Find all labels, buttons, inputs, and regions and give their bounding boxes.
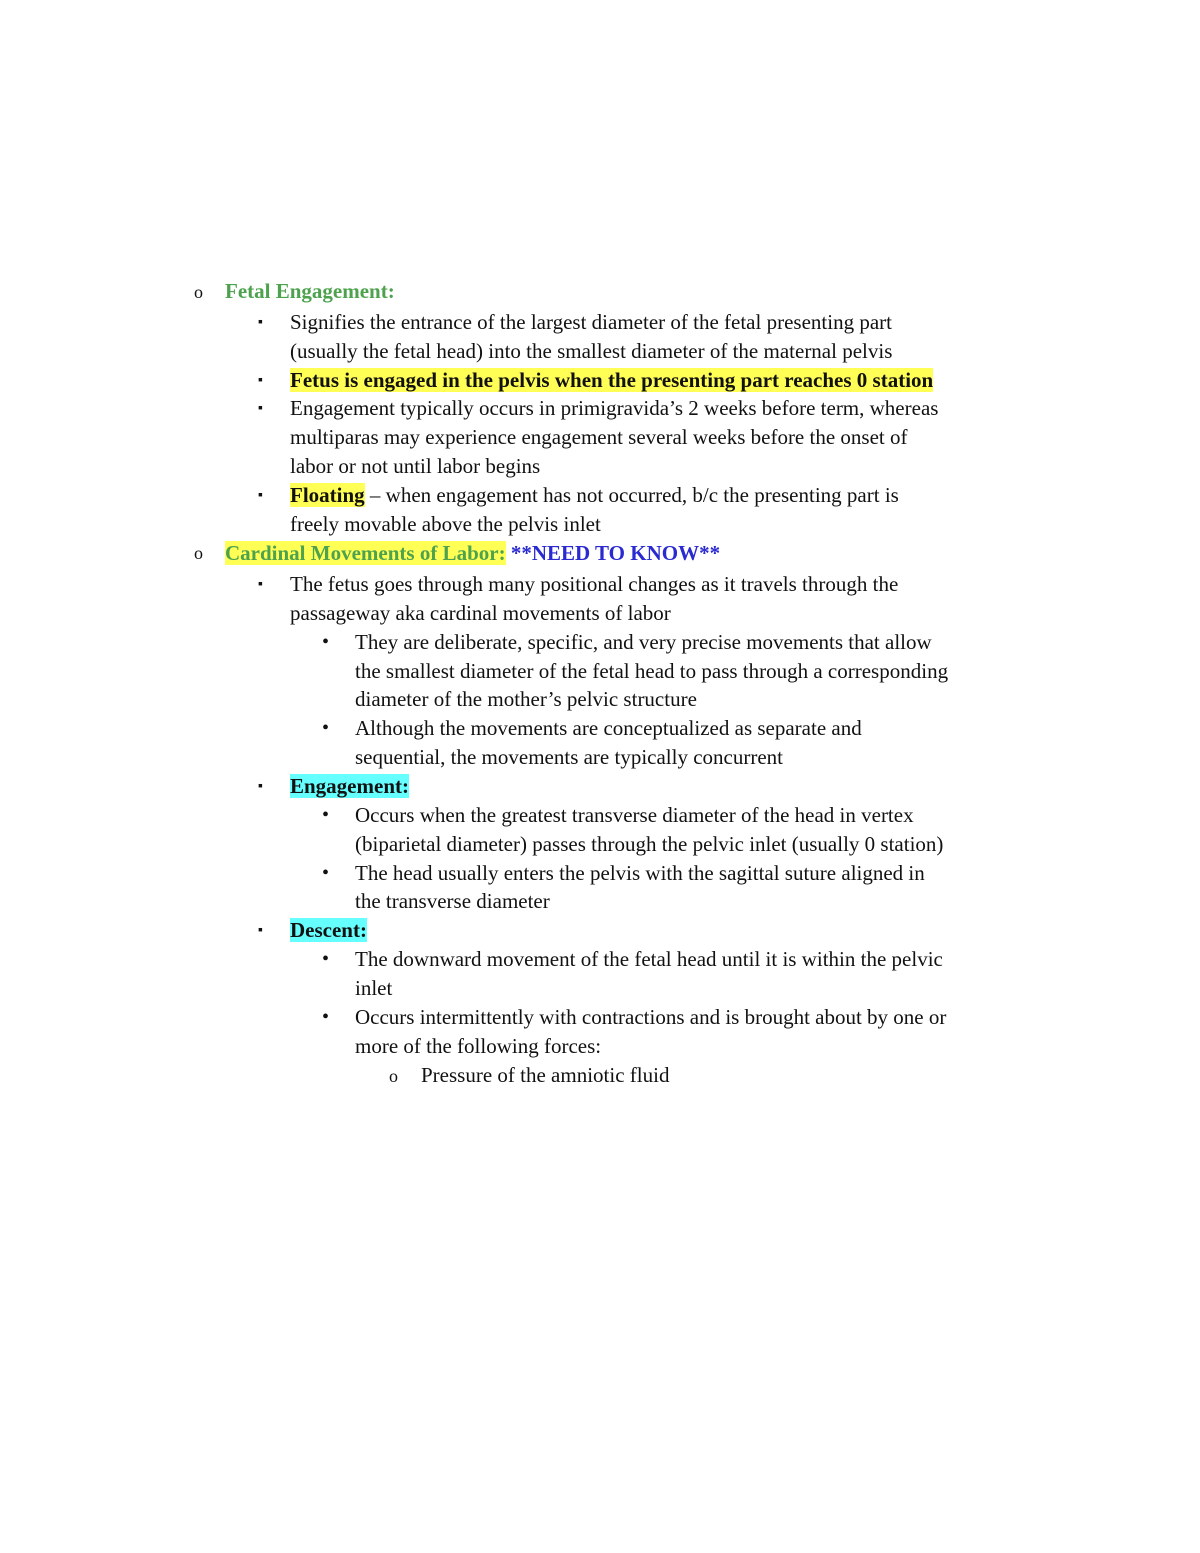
fe-item3-line3: labor or not until labor begins xyxy=(290,454,541,478)
fetal-engagement-heading: Fetal Engagement: xyxy=(225,279,395,303)
fe-item4-line1 xyxy=(290,481,899,510)
eng2-line2: the transverse diameter xyxy=(355,889,550,913)
cm-intro-line2: passageway aka cardinal movements of labor xyxy=(290,601,671,625)
square-bullet-icon: ▪ xyxy=(258,373,263,388)
square-bullet-icon: ▪ xyxy=(258,401,263,416)
eng1-line1: Occurs when the greatest transverse diameter of the head in vertex xyxy=(355,803,914,827)
des1-line1: The downward movement of the fetal head until it is within the pelvic xyxy=(355,947,943,971)
dot-bullet-icon: • xyxy=(322,631,330,653)
square-bullet-icon: ▪ xyxy=(258,488,263,503)
cm-sub2-line2: sequential, the movements are typically concurrent xyxy=(355,745,784,769)
dot-bullet-icon: • xyxy=(322,1006,330,1028)
dot-bullet-icon: • xyxy=(322,804,330,826)
cm-intro-line1: The fetus goes through many positional changes as it travels through the xyxy=(290,572,899,596)
square-bullet-icon: ▪ xyxy=(258,577,263,592)
eng2-line1: The head usually enters the pelvis with the sagittal suture aligned in xyxy=(355,861,925,885)
descent-heading-line xyxy=(290,916,367,945)
engagement-heading-line xyxy=(290,772,409,801)
force1: Pressure of the amniotic fluid xyxy=(421,1063,670,1087)
fe-item3-line2: multiparas may experience engagement several weeks before the onset of xyxy=(290,425,908,449)
des2-line2: more of the following forces: xyxy=(355,1034,602,1058)
fe-item2-highlight: Fetus is engaged in the pelvis when the presenting part reaches 0 station xyxy=(290,368,934,392)
des1-line2: inlet xyxy=(355,976,393,1000)
descent-heading: Descent: xyxy=(290,918,367,942)
des2-line1: Occurs intermittently with contractions and is brought about by one or xyxy=(355,1005,947,1029)
cm-sub1-line1: They are deliberate, specific, and very precise movements that allow xyxy=(355,630,932,654)
fe-item2 xyxy=(290,366,933,395)
eng1-line2: (biparietal diameter) passes through the pelvic inlet (usually 0 station) xyxy=(355,832,944,856)
engagement-heading: Engagement: xyxy=(290,774,409,798)
floating-term: Floating xyxy=(290,483,365,507)
cm-sub1-line3: diameter of the mother’s pelvic structure xyxy=(355,687,697,711)
cardinal-heading-line xyxy=(225,539,720,568)
fe-item4-line2: freely movable above the pelvis inlet xyxy=(290,512,601,536)
circle-bullet-icon: o xyxy=(194,282,203,302)
need-to-know-note: **NEED TO KNOW** xyxy=(505,541,721,565)
fe-item1-line1: Signifies the entrance of the largest diameter of the fetal presenting part xyxy=(290,310,892,334)
cm-sub2-line1: Although the movements are conceptualized as separate and xyxy=(355,716,862,740)
fe-item1-line2: (usually the fetal head) into the smallest diameter of the maternal pelvis xyxy=(290,339,893,363)
circle-bullet-icon: o xyxy=(194,543,203,563)
square-bullet-icon: ▪ xyxy=(258,315,263,330)
square-bullet-icon: ▪ xyxy=(258,779,263,794)
floating-definition: – when engagement has not occurred, b/c the presenting part is xyxy=(364,483,899,507)
dot-bullet-icon: • xyxy=(322,717,330,739)
circle-bullet-icon: o xyxy=(389,1066,398,1086)
fe-item3-line1: Engagement typically occurs in primigravida’s 2 weeks before term, whereas xyxy=(290,396,939,420)
dot-bullet-icon: • xyxy=(322,948,330,970)
dot-bullet-icon: • xyxy=(322,862,330,884)
square-bullet-icon: ▪ xyxy=(258,923,263,938)
cardinal-heading: Cardinal Movements of Labor: xyxy=(225,541,506,565)
cm-sub1-line2: the smallest diameter of the fetal head to pass through a corresponding xyxy=(355,659,949,683)
